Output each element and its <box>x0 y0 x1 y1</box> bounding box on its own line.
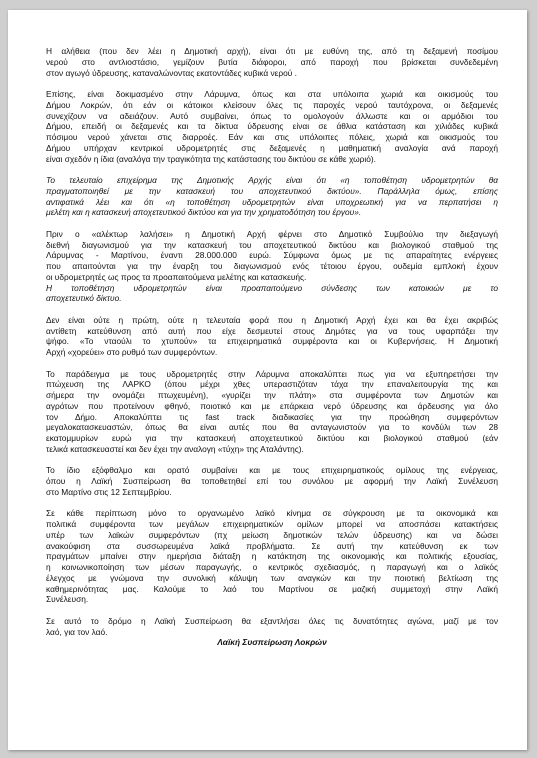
text-line: Σε κάθε περίπτωση μόνο το οργανωμένο λαϊκό κίνημα σε σύγκρουση με τα οικονομικά και <box>46 508 498 519</box>
text-line: εκατομμυρίων ευρώ για την κατασκευή αποχετευτικού δικτύου και βιολογικού σταθμού (εάν <box>46 433 498 443</box>
text-line: Δήμου, επειδή οι δεξαμενές και τα δίκτυα ύδρευσης είναι σε άθλια κατάσταση και χιλιάδες κυβικά <box>46 121 498 132</box>
text-line: στο Μαρτίνο στις 12 Σεπτεμβρίου. <box>46 486 172 497</box>
paragraph-leaking-tanks <box>46 89 498 164</box>
text-line: Επίσης, είναι δοκιμασμένο στην Λάρυμνα, όπως και στα υπόλοιπα χωριά και οικισμούς του <box>46 89 498 99</box>
text-line: πόσιμου νερού χάνεται στις διαρροές. Εάν και στις υπόλοιπες πόλεις, χωριά και οικισμούς του <box>46 132 498 142</box>
text-line: υπέρ των λαϊκών συμφερόντων (πχ μείωση δημοτικών τελών ύδρευσης) και να δώσει <box>46 529 498 540</box>
text-line: λαό, για τον λαό. <box>46 626 108 637</box>
text-line: στον αγωγό ύδρευσης, καταναλώνοντας εκατοντάδες κυβικά νερού . <box>46 67 297 78</box>
paragraph-larko-example <box>46 369 498 455</box>
text-line: Το τελευταίο επιχείρημα της Δημοτικής Αρχής είναι ότι «η τοποθέτηση υδρομετρητών θα <box>46 175 498 185</box>
paragraph-tender <box>46 229 498 304</box>
text-line: τελικά κατασκευαστεί και δεν έχει την αναλογη «τύχη» της Αταλάντης). <box>46 443 304 454</box>
text-line: αγρότων που προτείνουν φθηνό, ποιοτικό και με επάρκεια νερό ύδρευσης και άρδευσης για όλο <box>46 400 498 411</box>
text-line: Η αλήθεια (που δεν λέει η Δημοτική αρχή), είναι ότι με ευθύνη της, από τη δεξαμενή ποσίμου <box>46 46 498 56</box>
text-line: σήμερα την ονομάζει πτωχευμένη), «γυρίζει την πλάτη» στα συμφέροντα των Δημοτών και <box>46 390 498 400</box>
document-page <box>8 10 527 750</box>
paragraph-last-argument <box>46 175 498 218</box>
text-line: πτώχευση της ΛΑΡΚΟ (όπου μέχρι χθες υπεραστιζόταν τάχα την επαναλειτουργία της και <box>46 379 498 390</box>
text-line: τον Δήμο. Αποκαλύπτει τις fast track διαδικασίες για την προώθηση συμφερόντων <box>46 411 498 422</box>
text-line: είναι σχεδόν η ίδια (αναλόγα την τραγικότητα της κατάστασης του δικτύου σε κάθε χωριό). <box>46 153 376 164</box>
text-line: πραγματοποιηθεί με την κατασκευή του αποχετευτικού δικτύου». Παράλληλα όμως, επίσης <box>46 185 498 196</box>
text-line: διεθνή διαγωνισμού για την κατασκευή του αποχετευτικού δικτύου και βιολογικού σταθμού της <box>46 239 498 250</box>
text-line: όπου η Λαϊκή Συσπείρωση θα τοποθετηθεί επί του συνόλου με αφορμή την Λαϊκή Συνέλευση <box>46 476 498 486</box>
paragraph-closing <box>46 616 498 638</box>
text-line: συνεχίζουν να αδειάζουν. Αυτό συμβαίνει, όπως το ομολογούν άλλωστε και οι αρμόδιοι του <box>46 110 498 121</box>
paragraph-energy-groups <box>46 465 498 497</box>
text-line: πραγμάτων μπαίνει στην ημερήσια διάταξη η κατάκτηση της οικονομικής και πολιτικής εξουσίας, <box>46 551 498 562</box>
text-line: αποχετευτικό δίκτυο. <box>46 293 122 304</box>
text-line: έλεγχος με γνώμονα την συνολική κάλυψη των αναγκών και την ποιοτική βελτίωση της <box>46 572 498 583</box>
text-line: η κοινωνικοποίηση των μέσων παραγωγής, ο κεντρικός σχεδιασμός, η παραγωγή και ο λαϊκός <box>46 562 498 572</box>
text-line: Συνέλευση. <box>46 594 89 605</box>
text-line: αντιφατικά λέει και ότι «η τοποθέτηση υδρομετρητών είναι υποχρεωτική για να περπατήσει η <box>46 196 498 207</box>
text-line: οι υδρομετρητές ως προς τα προαπαιτούμενα μελέτης και κατασκευής. <box>46 271 307 282</box>
text-line: Το ίδιο εξόφθαλμο και ορατό συμβαίνει και με τους επιχειρηματικούς ομίλους της ενέργειας, <box>46 465 498 476</box>
text-line: Δεν είναι ούτε η πρώτη, ούτε η τελευταία φορά που η Δημοτική Αρχή έχει και θα έχει ακριβώς <box>46 314 498 325</box>
text-line: μελέτη και η κατασκευή αποχετευτικού δικτύου και για την χρηματοδότηση του έργου». <box>46 207 362 218</box>
paragraph-water-tankers <box>46 46 498 78</box>
paragraph-not-first-time <box>46 315 498 358</box>
text-line: ανακούφιση στα συσσωρευμένα λαϊκά προβλήματα. Σε αυτή την κατεύθυνση εκ των <box>46 540 498 551</box>
text-line: Αρχή «χορεύει» στο ρυθμό των συμφερόντων. <box>46 347 218 357</box>
text-line: καθημερινότητας μας. Καλούμε το λαό του Μαρτίνου σε μαζική συμμετοχή στην Λαϊκή <box>46 583 498 594</box>
paragraph-popular-movement <box>46 508 498 605</box>
text-line: Το παράδειγμα με τους υδρομετρητές στην Λάρυμνα αποκαλύπτει πως για να εξυπηρετήσει την <box>46 368 498 379</box>
text-line: Λάρυμνας - Μαρτίνου, έναντι 28.000.000 ευρώ. Σύμφωνα όμως με τις απαραίτητες ενέργειες <box>46 250 498 261</box>
text-line: Δήμου Λοκρών, ότι εάν οι κάτοικοι κλείσουν όλες τις παροχές νερού ταυτόχρονα, οι δεξαμενές <box>46 99 498 110</box>
text-line: μεγαλοκατασκευαστών, όπως θα είναι αυτές που θα ανταγωνιστούν για το κονδύλι των 28 <box>46 422 498 433</box>
text-line: αντίθετη κατεύθυνση από αυτή που είχε δεσμευτεί στους Δημότες για να τους υφαρπάξει την <box>46 325 498 336</box>
text-line: ψήφο. «Το νταούλι το χτυπούν» τα επιχειρηματικά συμφέροντα και οι Κυβερνήσεις. Η Δημοτική <box>46 336 498 347</box>
text-line: Δήμου υπήρχαν κεντρικοί υδρομετρητές στις δεξαμενές η μαθηματική αναλογία ανά παροχή <box>46 142 498 153</box>
text-line: νερού στο αντλιοστάσιο, γεμίζουν βυτία διάφοροι, από παροχή που βρίσκεται συνδεδεμένη <box>46 56 498 67</box>
signature: Λαϊκή Συσπείρωση Λοκρών <box>217 637 327 648</box>
text-line: Η τοποθέτηση υδρομετρητών είναι προαπαιτούμενο σύνδεσης των κατοικιών με το <box>46 282 498 293</box>
document-body <box>46 46 498 648</box>
text-line: που απαιτούνται για την έναρξη του διαγωνισμού ενός τέτοιου έργου, ουδεμία εμπλοκή έχουν <box>46 261 498 271</box>
text-line: πολιτικά συμφέροντα των μεγάλων επιχειρηματικών ομίλων μπορεί να αποσπάσει κατακτήσεις <box>46 519 498 529</box>
text-line: Πριν ο «αλέκτωρ λαλήσει» η Δημοτική Αρχή φέρνει στο Δημοτικό Συμβούλιο την διεξαγωγή <box>46 228 498 239</box>
text-line: Σε αυτό το δρόμο η Λαϊκή Συσπείρωση θα εξαντλήσει όλες τις δυνατότητες αγώνα, μαζί με τον <box>46 615 498 626</box>
